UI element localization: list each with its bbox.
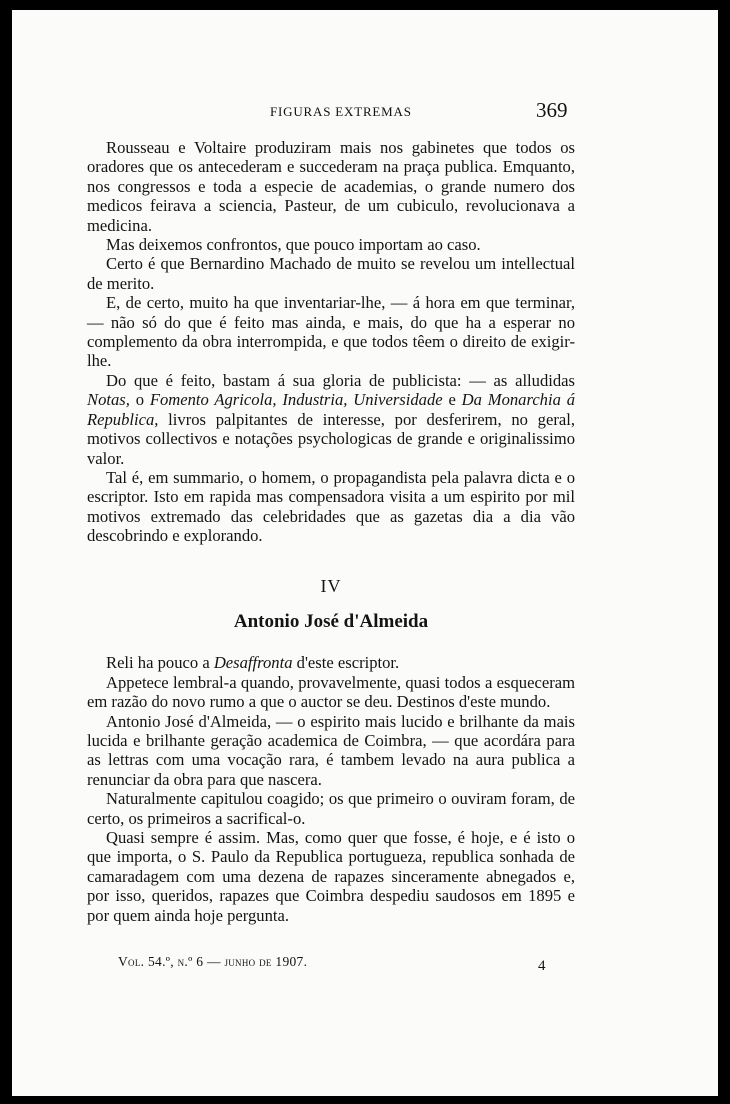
paragraph: Appetece lembral-a quando, provavelmente, quasi todos a esqueceram em razão do novo rumo a que o auctor se deu. Destinos d'este mundo. — [87, 672, 575, 712]
paragraph-text: Do que é feito, bastam á sua gloria de publicista: — as alludidas — [106, 370, 575, 390]
paragraph-text: o — [129, 390, 150, 410]
paragraph: Quasi sempre é assim. Mas, como quer que fosse, é hoje, e é isto o que importa, o S. Paulo da Republica portugueza, republica sonhada de camaradagem com uma dezena de rapazes sinceramente abnegados e, por isso, queridos, rapazes que Coimbra despediu saudosos em 1895 e por quem ainda hoje pergunta. — [87, 828, 575, 925]
paragraph: Tal é, em summario, o homem, o propagandista pela palavra dicta e o escriptor. Isto em rapida mas compensadora visita a um espirito por mil motivos extremado das celebridades que as gazetas dia a dia vão descobrindo e explorando. — [87, 467, 575, 546]
running-head — [12, 98, 718, 126]
paragraph: Antonio José d'Almeida, — o espirito mais lucido e brilhante da mais lucida e brilhante geração academica de Coimbra, — que acordára para as lettras com uma vocação rara, é tambem levado na aura publica a renunciar da obra para que nascera. — [87, 711, 575, 789]
article-title: Antonio José d'Almeida — [233, 610, 429, 632]
paragraph-text: e — [442, 390, 462, 410]
paragraph-works — [87, 371, 575, 468]
section-number: IV — [320, 575, 342, 596]
body-text — [87, 138, 575, 925]
paragraph-reli — [87, 653, 575, 672]
signature-mark: 4 — [538, 958, 546, 974]
paragraph: Certo é que Bernardino Machado de muito se revelou um intellectual de merito. — [87, 254, 575, 293]
work-title: Fomento Agricola, Industria, Universidade — [149, 390, 443, 410]
paragraph-text: d'este escriptor. — [292, 653, 400, 673]
page-number: 369 — [536, 98, 568, 122]
running-title: FIGURAS EXTREMAS — [270, 104, 412, 119]
paragraph-text: Reli ha pouco a — [106, 653, 214, 673]
footer — [118, 954, 548, 978]
work-title: Notas, — [87, 390, 130, 410]
paragraph-text: livros palpitantes de interesse, por desferirem, no geral, motivos collectivos e notações psychologicas de grande e originalissimo valor. — [87, 409, 575, 468]
paragraph: Naturalmente capitulou coagido; os que primeiro o ouviram foram, de certo, os primeiros a sacrifical-o. — [87, 789, 575, 828]
document-page — [12, 10, 718, 1096]
work-title: Da Monarchia á Republica, — [87, 390, 576, 429]
paragraph: Rousseau e Voltaire produziram mais nos gabinetes que todos os oradores que os antecederam e succederam na praça publica. Emquanto, nos congressos e toda a especie de academias, o grande numero dos medicos feirava a sciencia, Pasteur, de um cubiculo, revolucionava a medicina. — [87, 138, 575, 235]
paragraph: Mas deixemos confrontos, que pouco importam ao caso. — [106, 235, 481, 255]
volume-line: Vol. 54.º, n.º 6 — junho de 1907. — [118, 954, 308, 969]
paragraph: E, de certo, muito ha que inventariar-lhe, — á hora em que terminar, — não só do que é feito mas ainda, e mais, do que ha a esperar no complemento da obra interrompida, e que todos têem o direito de exigir-lhe. — [87, 293, 575, 371]
work-title: Desaffronta — [213, 653, 293, 673]
